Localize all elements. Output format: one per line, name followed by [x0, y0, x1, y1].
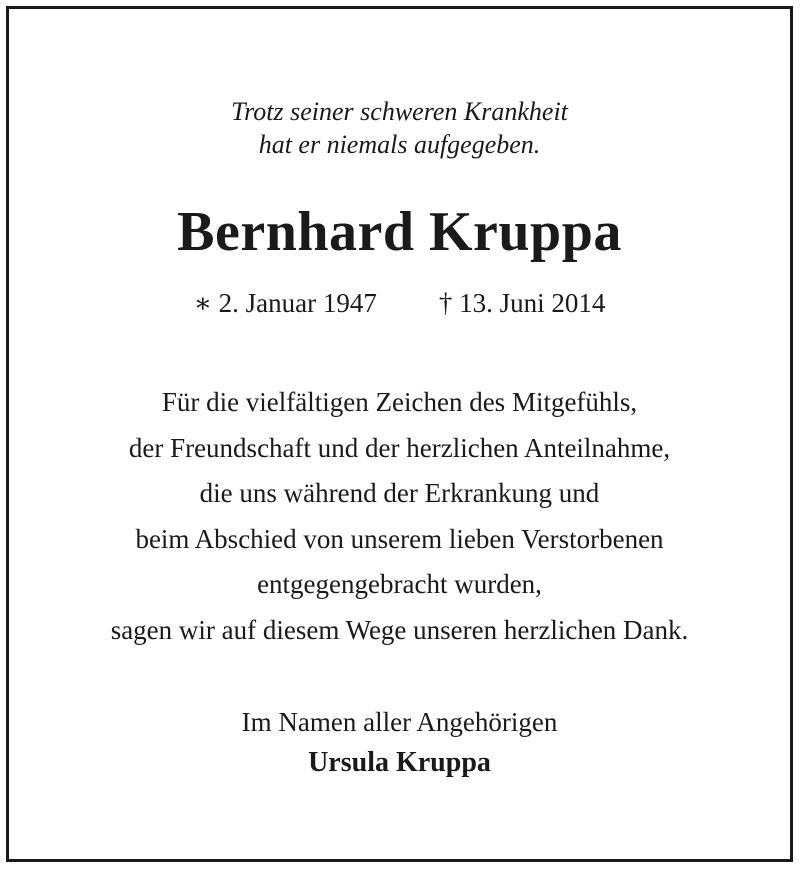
- thank-you-message: [9, 380, 790, 653]
- motto: [9, 95, 790, 161]
- signer-name: Ursula Kruppa: [308, 747, 491, 778]
- message-line: die uns während der Erkrankung und: [199, 478, 600, 508]
- closing-text: Im Namen aller Angehörigen: [241, 707, 558, 737]
- message-line: Für die vielfältigen Zeichen des Mitgefühls,: [161, 387, 638, 417]
- message-line: sagen wir auf diesem Wege unseren herzlichen Dank.: [110, 614, 689, 645]
- death-date: † 13. Juni 2014: [438, 288, 606, 318]
- obituary-frame: [6, 6, 793, 862]
- message-line: beim Abschied von unserem lieben Verstorbenen: [135, 523, 664, 554]
- message-line: entgegengebracht wurden,: [257, 569, 542, 599]
- deceased-name: Bernhard Kruppa: [177, 201, 622, 263]
- message-line: der Freundschaft und der herzlichen Anteilnahme,: [128, 432, 671, 463]
- motto-line-1: Trotz seiner schweren Krankheit: [231, 97, 568, 126]
- birth-date: ∗ 2. Januar 1947: [193, 288, 377, 318]
- life-dates: [9, 285, 790, 321]
- motto-line-2: hat er niemals aufgegeben.: [258, 130, 541, 159]
